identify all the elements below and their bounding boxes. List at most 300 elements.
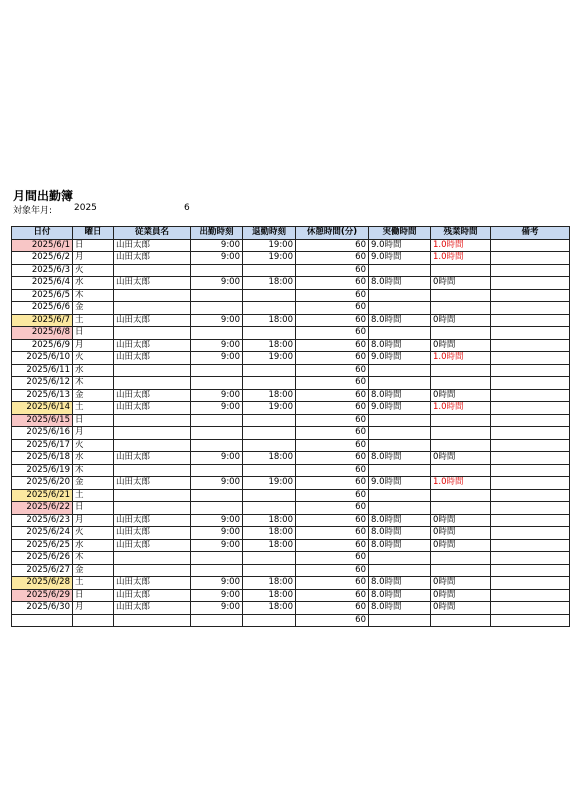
cell-clock-out: 18:00 [243,602,296,615]
cell-clock-in: 9:00 [191,477,243,490]
cell-work-hours: 8.0時間 [369,452,431,465]
cell-clock-in: 9:00 [191,589,243,602]
cell-overtime: 1.0時間 [431,239,491,252]
cell-overtime [431,564,491,577]
cell-clock-out [243,564,296,577]
cell-clock-in: 9:00 [191,539,243,552]
cell-clock-in: 9:00 [191,389,243,402]
cell-work-hours [369,289,431,302]
cell-date: 2025/6/7 [12,314,73,327]
cell-day: 水 [73,364,114,377]
cell-employee [114,489,191,502]
table-row [12,402,570,415]
cell-clock-in [191,502,243,515]
cell-clock-in [191,364,243,377]
cell-clock-in [191,564,243,577]
cell-clock-out [243,464,296,477]
period-year: 2025 [74,203,97,213]
table-row [12,564,570,577]
cell-clock-in: 9:00 [191,252,243,265]
cell-clock-out: 18:00 [243,452,296,465]
cell-break: 60 [296,564,369,577]
cell-overtime [431,302,491,315]
cell-date: 2025/6/6 [12,302,73,315]
table-row [12,539,570,552]
cell-notes [491,289,570,302]
cell-break: 60 [296,252,369,265]
cell-clock-in: 9:00 [191,452,243,465]
cell-overtime [431,327,491,340]
cell-day: 月 [73,602,114,615]
cell-break: 60 [296,239,369,252]
cell-break: 60 [296,339,369,352]
table-row [12,314,570,327]
cell-work-hours [369,552,431,565]
cell-clock-in [191,427,243,440]
cell-date: 2025/6/14 [12,402,73,415]
cell-clock-in: 9:00 [191,314,243,327]
cell-day: 土 [73,489,114,502]
cell-work-hours [369,489,431,502]
cell-break: 60 [296,277,369,290]
cell-work-hours [369,439,431,452]
cell-employee: 山田太郎 [114,352,191,365]
cell-overtime: 0時間 [431,589,491,602]
cell-work-hours: 9.0時間 [369,352,431,365]
table-row [12,327,570,340]
cell-day: 木 [73,464,114,477]
cell-clock-in: 9:00 [191,239,243,252]
cell-date: 2025/6/23 [12,514,73,527]
cell-date: 2025/6/10 [12,352,73,365]
cell-date: 2025/6/19 [12,464,73,477]
cell-clock-in: 9:00 [191,514,243,527]
table-row [12,577,570,590]
cell-employee [114,614,191,627]
cell-work-hours [369,377,431,390]
cell-notes [491,602,570,615]
table-row [12,364,570,377]
header-notes: 備考 [491,227,570,240]
cell-clock-in: 9:00 [191,527,243,540]
cell-clock-out: 19:00 [243,239,296,252]
cell-employee [114,564,191,577]
cell-clock-out: 18:00 [243,589,296,602]
cell-date: 2025/6/11 [12,364,73,377]
cell-work-hours: 8.0時間 [369,539,431,552]
cell-break: 60 [296,477,369,490]
table-body [12,239,570,627]
cell-date: 2025/6/24 [12,527,73,540]
cell-break: 60 [296,514,369,527]
cell-break: 60 [296,464,369,477]
cell-notes [491,314,570,327]
cell-notes [491,452,570,465]
cell-overtime [431,427,491,440]
cell-day: 土 [73,402,114,415]
cell-employee [114,289,191,302]
cell-break: 60 [296,439,369,452]
cell-clock-out [243,364,296,377]
cell-work-hours [369,464,431,477]
cell-clock-out: 18:00 [243,527,296,540]
cell-date: 2025/6/21 [12,489,73,502]
table-row [12,452,570,465]
cell-clock-in [191,302,243,315]
cell-date: 2025/6/22 [12,502,73,515]
cell-break: 60 [296,602,369,615]
cell-day: 月 [73,339,114,352]
cell-day: 木 [73,289,114,302]
cell-clock-out [243,377,296,390]
table-row [12,514,570,527]
cell-overtime: 0時間 [431,602,491,615]
cell-employee: 山田太郎 [114,402,191,415]
cell-clock-out [243,327,296,340]
cell-employee: 山田太郎 [114,452,191,465]
cell-notes [491,277,570,290]
cell-date [12,614,73,627]
cell-date: 2025/6/9 [12,339,73,352]
cell-break: 60 [296,352,369,365]
cell-break: 60 [296,427,369,440]
cell-break: 60 [296,577,369,590]
cell-overtime: 1.0時間 [431,477,491,490]
cell-clock-out: 18:00 [243,389,296,402]
cell-notes [491,552,570,565]
cell-work-hours: 8.0時間 [369,339,431,352]
cell-notes [491,352,570,365]
cell-notes [491,514,570,527]
cell-day: 水 [73,277,114,290]
cell-overtime: 1.0時間 [431,402,491,415]
cell-work-hours [369,414,431,427]
cell-notes [491,564,570,577]
cell-date: 2025/6/17 [12,439,73,452]
cell-break: 60 [296,314,369,327]
cell-overtime [431,489,491,502]
cell-overtime [431,289,491,302]
cell-overtime [431,414,491,427]
cell-notes [491,377,570,390]
cell-break: 60 [296,289,369,302]
table-row [12,502,570,515]
cell-notes [491,539,570,552]
cell-day: 日 [73,589,114,602]
cell-clock-out [243,614,296,627]
cell-date: 2025/6/8 [12,327,73,340]
cell-overtime: 0時間 [431,577,491,590]
table-row [12,264,570,277]
cell-notes [491,302,570,315]
cell-break: 60 [296,552,369,565]
cell-employee: 山田太郎 [114,314,191,327]
cell-day: 月 [73,427,114,440]
cell-day: 木 [73,552,114,565]
cell-clock-out: 18:00 [243,514,296,527]
cell-clock-out: 18:00 [243,277,296,290]
cell-clock-out [243,502,296,515]
cell-work-hours: 8.0時間 [369,514,431,527]
cell-work-hours: 9.0時間 [369,252,431,265]
header-overtime: 残業時間 [431,227,491,240]
cell-employee: 山田太郎 [114,602,191,615]
cell-break: 60 [296,414,369,427]
cell-employee [114,302,191,315]
cell-break: 60 [296,264,369,277]
cell-employee [114,502,191,515]
cell-overtime: 1.0時間 [431,352,491,365]
cell-notes [491,589,570,602]
cell-employee: 山田太郎 [114,539,191,552]
cell-clock-out [243,414,296,427]
cell-date: 2025/6/18 [12,452,73,465]
cell-clock-in: 9:00 [191,577,243,590]
cell-notes [491,614,570,627]
cell-clock-in: 9:00 [191,277,243,290]
cell-employee [114,364,191,377]
cell-date: 2025/6/26 [12,552,73,565]
table-row [12,439,570,452]
cell-day: 金 [73,302,114,315]
cell-break: 60 [296,389,369,402]
table-row [12,602,570,615]
cell-clock-in [191,464,243,477]
cell-work-hours: 9.0時間 [369,239,431,252]
cell-employee: 山田太郎 [114,527,191,540]
attendance-table [11,226,570,627]
cell-clock-in: 9:00 [191,339,243,352]
cell-work-hours [369,502,431,515]
cell-clock-out [243,302,296,315]
cell-day: 火 [73,439,114,452]
cell-break: 60 [296,489,369,502]
cell-notes [491,502,570,515]
cell-date: 2025/6/2 [12,252,73,265]
cell-day: 木 [73,377,114,390]
cell-employee [114,327,191,340]
period-label: 対象年月: [13,206,53,216]
cell-notes [491,439,570,452]
page-title: 月間出勤簿 [13,189,74,203]
cell-work-hours: 9.0時間 [369,402,431,415]
cell-clock-in: 9:00 [191,352,243,365]
cell-employee: 山田太郎 [114,577,191,590]
cell-clock-in [191,414,243,427]
cell-work-hours: 8.0時間 [369,527,431,540]
table-row [12,527,570,540]
cell-employee: 山田太郎 [114,277,191,290]
cell-day: 日 [73,502,114,515]
cell-work-hours [369,564,431,577]
table-row [12,377,570,390]
cell-clock-in: 9:00 [191,602,243,615]
table-row [12,252,570,265]
table-row [12,427,570,440]
cell-break: 60 [296,302,369,315]
cell-work-hours: 8.0時間 [369,602,431,615]
cell-notes [491,527,570,540]
cell-work-hours: 8.0時間 [369,277,431,290]
table-row [12,477,570,490]
table-row [12,352,570,365]
cell-day: 土 [73,577,114,590]
cell-overtime [431,439,491,452]
cell-work-hours: 8.0時間 [369,314,431,327]
cell-employee [114,439,191,452]
cell-work-hours: 8.0時間 [369,577,431,590]
cell-break: 60 [296,402,369,415]
cell-clock-out [243,489,296,502]
header-date: 日付 [12,227,73,240]
table-row [12,389,570,402]
cell-date: 2025/6/27 [12,564,73,577]
cell-clock-in [191,264,243,277]
cell-clock-in: 9:00 [191,402,243,415]
table-row [12,239,570,252]
cell-day [73,614,114,627]
header-row [12,227,570,240]
cell-date: 2025/6/4 [12,277,73,290]
cell-clock-in [191,289,243,302]
period-month: 6 [184,203,190,213]
cell-date: 2025/6/25 [12,539,73,552]
cell-overtime [431,552,491,565]
cell-day: 月 [73,514,114,527]
cell-work-hours [369,614,431,627]
cell-clock-in [191,439,243,452]
table-row [12,339,570,352]
cell-clock-out: 19:00 [243,477,296,490]
cell-overtime [431,464,491,477]
cell-break: 60 [296,327,369,340]
table-row [12,589,570,602]
header-clock-out: 退勤時刻 [243,227,296,240]
cell-notes [491,327,570,340]
cell-clock-out: 19:00 [243,352,296,365]
table-row [12,614,570,627]
cell-date: 2025/6/28 [12,577,73,590]
cell-notes [491,364,570,377]
cell-clock-in [191,327,243,340]
cell-notes [491,339,570,352]
cell-day: 火 [73,352,114,365]
cell-break: 60 [296,502,369,515]
cell-date: 2025/6/30 [12,602,73,615]
header-clock-in: 出勤時刻 [191,227,243,240]
cell-day: 水 [73,539,114,552]
cell-overtime: 0時間 [431,314,491,327]
cell-employee [114,414,191,427]
cell-date: 2025/6/13 [12,389,73,402]
cell-notes [491,239,570,252]
cell-break: 60 [296,589,369,602]
header-employee: 従業員名 [114,227,191,240]
cell-break: 60 [296,527,369,540]
cell-overtime [431,264,491,277]
cell-clock-out [243,264,296,277]
cell-overtime: 0時間 [431,389,491,402]
cell-overtime: 0時間 [431,452,491,465]
cell-work-hours: 8.0時間 [369,389,431,402]
cell-notes [491,464,570,477]
cell-clock-in [191,377,243,390]
cell-work-hours [369,427,431,440]
cell-clock-out: 19:00 [243,252,296,265]
cell-employee: 山田太郎 [114,389,191,402]
cell-clock-out: 18:00 [243,577,296,590]
cell-work-hours [369,364,431,377]
cell-clock-out: 18:00 [243,314,296,327]
cell-notes [491,389,570,402]
cell-overtime [431,377,491,390]
cell-day: 水 [73,452,114,465]
cell-clock-out: 18:00 [243,339,296,352]
cell-clock-in [191,614,243,627]
cell-day: 金 [73,477,114,490]
cell-clock-in [191,552,243,565]
cell-clock-out: 18:00 [243,539,296,552]
header-work-hours: 実働時間 [369,227,431,240]
cell-work-hours [369,264,431,277]
cell-day: 日 [73,239,114,252]
cell-notes [491,477,570,490]
cell-break: 60 [296,539,369,552]
cell-employee [114,427,191,440]
cell-notes [491,427,570,440]
cell-clock-out [243,427,296,440]
cell-notes [491,577,570,590]
table-row [12,302,570,315]
cell-notes [491,414,570,427]
cell-clock-out [243,552,296,565]
cell-overtime [431,614,491,627]
table-row [12,489,570,502]
cell-date: 2025/6/12 [12,377,73,390]
cell-break: 60 [296,364,369,377]
cell-work-hours [369,302,431,315]
cell-date: 2025/6/20 [12,477,73,490]
cell-notes [491,264,570,277]
cell-day: 金 [73,564,114,577]
cell-employee: 山田太郎 [114,589,191,602]
cell-overtime: 0時間 [431,514,491,527]
table-row [12,414,570,427]
cell-employee: 山田太郎 [114,252,191,265]
cell-work-hours: 9.0時間 [369,477,431,490]
cell-notes [491,402,570,415]
cell-date: 2025/6/1 [12,239,73,252]
cell-employee [114,264,191,277]
cell-overtime [431,502,491,515]
cell-clock-out [243,439,296,452]
cell-work-hours: 8.0時間 [369,589,431,602]
cell-overtime: 0時間 [431,339,491,352]
cell-employee: 山田太郎 [114,239,191,252]
cell-date: 2025/6/29 [12,589,73,602]
cell-break: 60 [296,377,369,390]
table-row [12,289,570,302]
cell-date: 2025/6/3 [12,264,73,277]
cell-break: 60 [296,614,369,627]
header-day: 曜日 [73,227,114,240]
table-row [12,277,570,290]
cell-date: 2025/6/16 [12,427,73,440]
cell-date: 2025/6/15 [12,414,73,427]
cell-employee [114,377,191,390]
table-row [12,552,570,565]
cell-clock-out: 19:00 [243,402,296,415]
